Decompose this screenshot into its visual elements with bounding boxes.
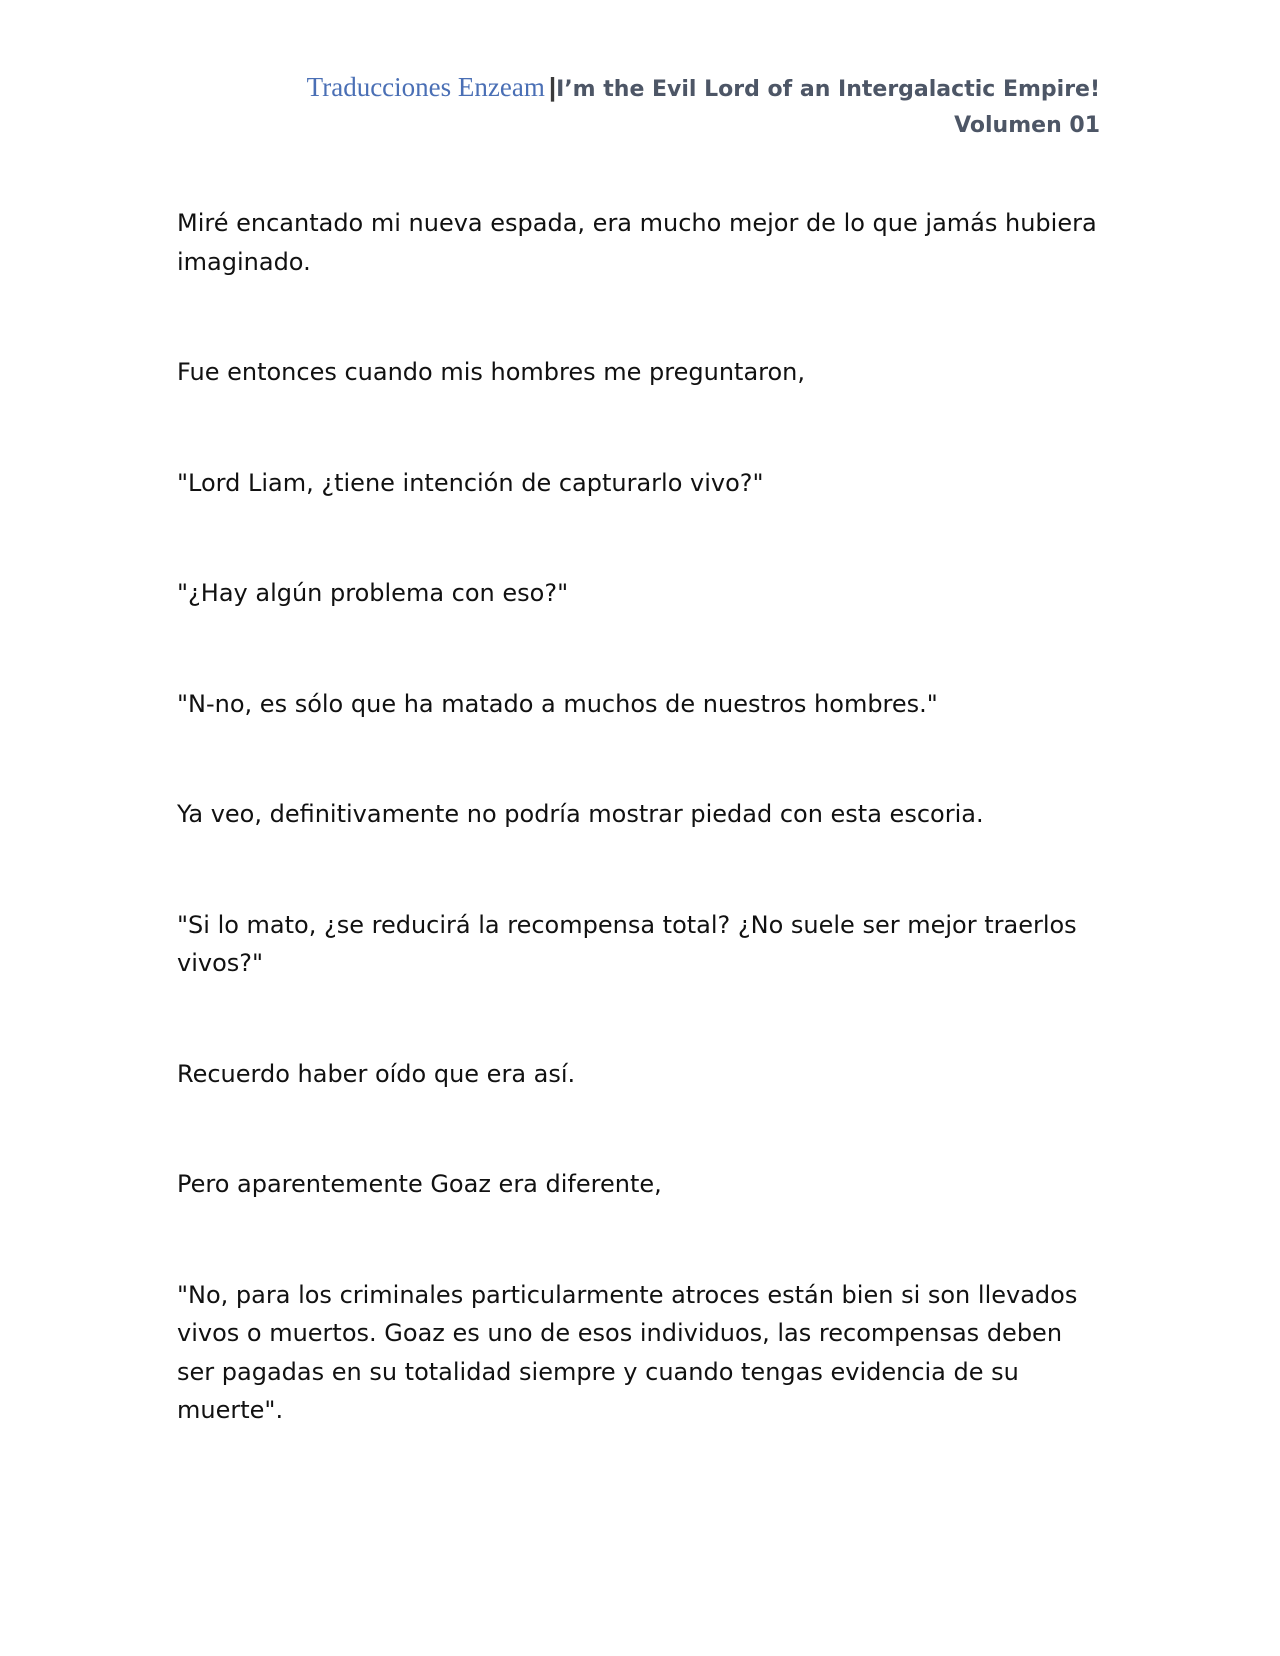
header-series-title: I’m the Evil Lord of an Intergalactic Empire! (556, 77, 1100, 102)
paragraph: "N-no, es sólo que ha matado a muchos de nuestros hombres." (177, 689, 938, 718)
paragraph: Miré encantado mi nueva espada, era mucho mejor de lo que jamás hubiera imaginado. (177, 209, 1097, 276)
paragraph: Recuerdo haber oído que era así. (177, 1059, 576, 1088)
header-line (307, 70, 1100, 109)
page-header (307, 70, 1100, 143)
header-volume: Volumen 01 (954, 113, 1100, 138)
paragraph: Ya veo, definitivamente no podría mostrar piedad con esta escoria. (177, 800, 984, 828)
paragraph: "Si lo mato, ¿se reducirá la recompensa total? ¿No suele ser mejor traerlos vivos?" (177, 910, 1077, 977)
paragraph: Fue entonces cuando mis hombres me preguntaron, (177, 358, 806, 386)
paragraph: "¿Hay algún problema con eso?" (177, 579, 569, 607)
header-translator: Traducciones Enzeam (306, 72, 545, 102)
paragraph: Pero aparentemente Goaz era diferente, (177, 1170, 662, 1198)
paragraph: "Lord Liam, ¿tiene intención de capturarlo vivo?" (177, 468, 764, 497)
body-text (177, 204, 1102, 1502)
header-separator: | (548, 72, 557, 102)
paragraph: "No, para los criminales particularmente atroces están bien si son llevados vivos o muertos. Goaz es uno de esos individuos, las recompensas deben ser pagadas en su totalidad siempre y cuando tengas evidencia de su muerte". (177, 1280, 1078, 1424)
